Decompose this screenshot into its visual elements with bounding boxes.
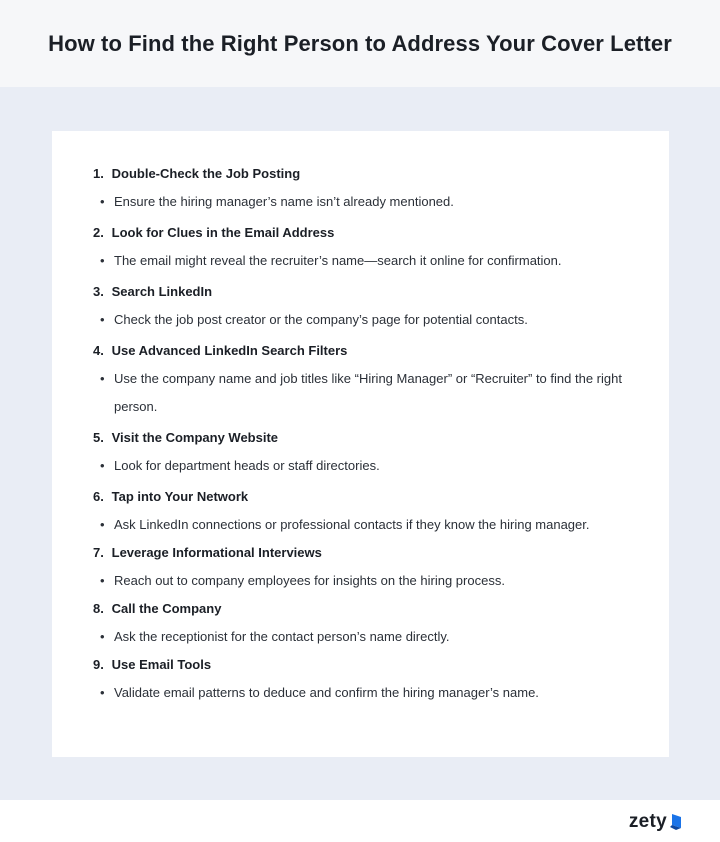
brand-name: zety — [628, 811, 667, 832]
step-detail — [52, 452, 669, 480]
step-heading — [52, 160, 669, 188]
step-number: 9. — [93, 657, 104, 672]
step-detail — [52, 365, 669, 421]
step-detail-text: The email might reveal the recruiter’s name—search it online for confirmation. — [114, 253, 562, 268]
step-number: 2. — [93, 225, 104, 240]
step-heading — [52, 483, 669, 511]
step-detail-text: Use the company name and job titles like “Hiring Manager” or “Recruiter” to find the right person. — [114, 371, 622, 414]
bullet-icon: • — [100, 629, 105, 644]
step-detail-text: Ask the receptionist for the contact person’s name directly. — [114, 629, 450, 644]
step-title: Leverage Informational Interviews — [111, 545, 322, 560]
steps-list — [52, 160, 669, 707]
step-detail — [52, 567, 669, 595]
step-heading — [52, 219, 669, 247]
step-detail — [52, 188, 669, 216]
step-item — [52, 595, 669, 651]
step-heading — [52, 337, 669, 365]
step-detail-text: Validate email patterns to deduce and confirm the hiring manager’s name. — [114, 685, 539, 700]
step-item — [52, 278, 669, 337]
step-detail-text: Reach out to company employees for insights on the hiring process. — [114, 573, 505, 588]
step-item — [52, 483, 669, 539]
step-detail — [52, 623, 669, 651]
step-item — [52, 160, 669, 219]
step-title: Use Advanced LinkedIn Search Filters — [111, 343, 348, 358]
step-number: 5. — [93, 430, 104, 445]
step-detail — [52, 306, 669, 334]
bullet-icon: • — [100, 371, 105, 386]
step-item — [52, 651, 669, 707]
step-title: Use Email Tools — [111, 657, 212, 672]
page-title: How to Find the Right Person to Address Your Cover Letter — [48, 30, 672, 56]
step-detail-text: Ensure the hiring manager’s name isn’t already mentioned. — [114, 194, 454, 209]
bullet-icon: • — [100, 253, 105, 268]
steps-card — [52, 131, 669, 757]
brand-logo — [629, 811, 682, 833]
step-detail — [52, 679, 669, 707]
step-detail — [52, 511, 669, 539]
step-item — [52, 539, 669, 595]
step-number: 7. — [93, 545, 104, 560]
bullet-icon: • — [100, 194, 105, 209]
step-detail-text: Ask LinkedIn connections or professional contacts if they know the hiring manager. — [114, 517, 590, 532]
brand-mark-icon — [670, 813, 682, 831]
step-title: Search LinkedIn — [111, 284, 213, 299]
step-title: Visit the Company Website — [111, 430, 279, 445]
step-heading — [52, 278, 669, 306]
step-number: 6. — [93, 489, 104, 504]
header — [0, 0, 720, 87]
step-detail — [52, 247, 669, 275]
footer — [0, 800, 720, 842]
bullet-icon: • — [100, 517, 105, 532]
bullet-icon: • — [100, 685, 105, 700]
step-heading — [52, 595, 669, 623]
step-detail-text: Check the job post creator or the company’s page for potential contacts. — [114, 312, 528, 327]
step-title: Tap into Your Network — [111, 489, 249, 504]
bullet-icon: • — [100, 458, 105, 473]
step-detail-text: Look for department heads or staff directories. — [114, 458, 380, 473]
step-heading — [52, 539, 669, 567]
step-item — [52, 337, 669, 424]
step-number: 8. — [93, 601, 104, 616]
step-number: 1. — [93, 166, 104, 181]
bullet-icon: • — [100, 573, 105, 588]
step-item — [52, 219, 669, 278]
step-number: 4. — [93, 343, 104, 358]
step-heading — [52, 651, 669, 679]
bullet-icon: • — [100, 312, 105, 327]
step-title: Call the Company — [111, 601, 222, 616]
step-title: Double-Check the Job Posting — [111, 166, 301, 181]
step-item — [52, 424, 669, 483]
step-number: 3. — [93, 284, 104, 299]
step-heading — [52, 424, 669, 452]
step-title: Look for Clues in the Email Address — [111, 225, 335, 240]
